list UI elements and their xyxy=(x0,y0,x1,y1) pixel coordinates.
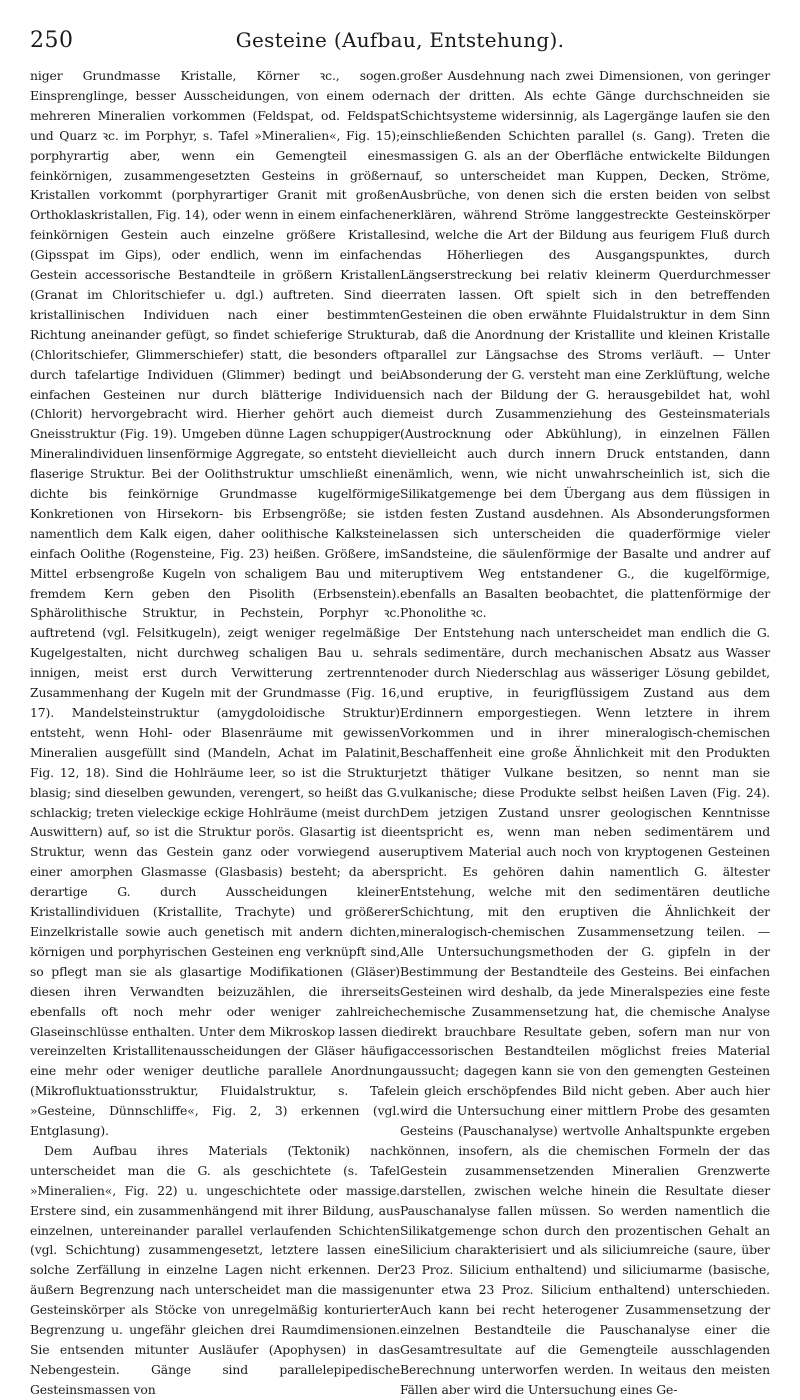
paragraph: niger Grundmasse Kristalle, Körner ꝛc., sogen. Einsprenglinge, besser Ausscheidungen, von einem oder mehreren Mineralien vorkommen (Feldspat, od. Feldspat und Quarz ꝛc. im Porphyr, s. Tafel »Mineralien«, Fig. 15); porphyrartig aber, wenn ein Gemengteil eines feinkörnigen, zusammengesetzten Gesteins in größern Kristallen vorkommt (porphyrartiger Granit mit großen Orthoklaskristallen, Fig. 14), oder wenn in einem einfachen feinkörnigen Gestein auch einzelne größere Kristalle (Gipsspat im Gips), oder endlich, wenn im einfachen Gestein accessorische Bestandteile in größern Kristallen (Granat im Chloritschiefer u. dgl.) auftreten. Sind die kristallinischen Individuen nach einer bestimmten Richtung aneinander gefügt, so findet schieferige Struktur (Chloritschiefer, Glimmerschiefer) statt, die besonders oft durch tafelartige Individuen (Glimmer) bedingt und bei einfachen Gesteinen nur durch blätterige Individuen (Chlorit) hervorgebracht wird. Hierher gehört auch die Gneisstruktur (Fig. 19). Umgeben dünne Lagen schuppiger Mineralindividuen linsenförmige Aggregate, so entsteht die flaserige Struktur. Bei der Oolithstruktur umschließt eine dichte bis feinkörnige Grundmasse kugelförmige Konkretionen von Hirsekorn- bis Erbsengröße; sie ist namentlich dem Kalk eigen, daher oolithische Kalksteine einfach Oolithe (Rogensteine, Fig. 23) heißen. Größere, im Mittel erbsengroße Kugeln von schaligem Bau und mit fremdem Kern geben den Pisolith (Erbsenstein). Sphärolithische Struktur, in Pechstein, Porphyr ꝛc. auftretend (vgl. Felsitkugeln), zeigt weniger regelmäßige Kugelgestalten, nicht durchweg schaligen Bau u. sehr innigen, meist erst durch Verwitterung zertrennten Zusammenhang der Kugeln mit der Grundmasse (Fig. 16, 17). Mandelsteinstruktur (amygdoloidische Struktur) entsteht, wenn Hohl- oder Blasenräume mit gewissen Mineralien ausgefüllt sind (Mandeln, Achat im Palatinit, Fig. 12, 18). Sind die Hohlräume leer, so ist die Struktur blasig; sind dieselben gewunden, verengert, so heißt das G. schlackig; treten vieleckige eckige Hohlräume (meist durch Auswittern) auf, so ist die Struktur porös. Glasartig ist die Struktur, wenn das Gestein ganz oder vorwiegend aus einer amorphen Glasmasse (Glasbasis) besteht; da aber derartige G. durch Ausscheidungen kleiner Kristallindividuen (Kristallite, Trachyte) und größerer Einzelkristalle sowie auch genetisch mit andern dichten, körnigen und porphyrischen Gesteinen eng verknüpft sind, so pflegt man sie als glasartige Modifikationen (Gläser) diesen ihren Verwandten beizuzählen, die ihrerseits ebenfalls oft noch mehr oder weniger zahlreiche Glaseinschlüsse enthalten. Unter dem Mikroskop lassen die vereinzelten Kristallitenausscheidungen der Gläser häufig eine mehr oder weniger deutliche parallele Anordnung (Mikrofluktuationsstruktur, Fluidalstruktur, s. Tafel »Gesteine, Dünnschliffe«, Fig. 2, 3) erkennen (vgl. Entglasung). xyxy=(30,68,400,1139)
right-column xyxy=(400,66,770,1397)
running-title: Gesteine (Aufbau, Entstehung). xyxy=(235,28,565,52)
paragraph: Der Entstehung nach unterscheidet man endlich die G. als sedimentäre, durch mechanischen Absatz aus Wasser oder durch Niederschlag aus wässeriger Lösung gebildet, und eruptive, in feurigflüssigem Zustand aus dem Erdinnern emporgestiegen. Wenn letztere in ihrem Vorkommen und in ihrer mineralogisch-chemischen Beschaffenheit eine große Ähnlichkeit mit den Produkten jetzt thätiger Vulkane besitzen, so nennt man sie vulkanische; diese Produkte selbst heißen Laven (Fig. 24). Dem jetzigen Zustand unsrer geologischen Kenntnisse entspricht es, wenn man neben sedimentärem und eruptivem Material auch noch von kryptogenen Gesteinen spricht. Es gehören dahin namentlich G. ältester Entstehung, welche mit den sedimentären deutliche Schichtung, mit den eruptiven die Ähnlichkeit der mineralogisch-chemischen Zusammensetzung teilen. — Alle Untersuchungsmethoden der G. gipfeln in der Bestimmung der Bestandteile des Gesteins. Bei einfachen Gesteinen wird deshalb, da jede Mineralspezies eine feste chemische Zusammensetzung hat, die chemische Analyse direkt brauchbare Resultate geben, sofern man nur von accessorischen Bestandteilen möglichst freies Material aussucht; dagegen kann sie von den gemengten Gesteinen ein gleich erschöpfendes Bild nicht geben. Aber auch hier wird die Untersuchung einer mittlern Probe des gesamten Gesteins (Pauschanalyse) wertvolle Anhaltspunkte ergeben können, insofern, als die chemischen Formeln der das Gestein zusammensetzenden Mineralien Grenzwerte darstellen, zwischen welche hinein die Resultate dieser Pauschanalyse fallen müssen. So werden namentlich die Silikatgemenge schon durch den prozentischen Gehalt an Silicium charakterisiert und als siliciumreiche (saure, über 23 Proz. Silicium enthaltend) und siliciumarme (basische, unter etwa 23 Proz. Silicium enthaltend) unterschieden. Auch kann bei recht heterogener Zusammensetzung der einzelnen Bestandteile die Pauschanalyse einer die Gesamtresultate auf die Gemengteile ausschlagenden Berechnung unterworfen werden. In weitaus den meisten Fällen aber wird die Untersuchung eines Ge- xyxy=(400,625,770,1397)
paragraph: großer Ausdehnung nach zwei Dimensionen, von geringer nach der dritten. Als echte Gänge durchschneiden sie Schichtsysteme widersinnig, als Lagergänge laufen sie den einschließenden Schichten parallel (s. Gang). Treten die massigen G. als an der Oberfläche entwickelte Bildungen auf, so unterscheidet man Kuppen, Decken, Ströme, Ausbrüche, von denen sich die ersten beiden von selbst erklären, während Ströme langgestreckte Gesteinskörper sind, welche die Art der Bildung aus feurigem Fluß durch das Höherliegen des Ausgangspunktes, durch Längserstreckung bei relativ kleinerm Querdurchmesser erraten lassen. Oft spielt sich in den betreffenden Gesteinen die oben erwähnte Fluidalstruktur in dem Sinn ab, daß die Anordnung der Kristallite und kleinen Kristalle parallel zur Längsachse des Stroms verläuft. — Unter Absonderung der G. versteht man eine Zerklüftung, welche sich nach der Bildung der G. herausgebildet hat, wohl meist durch Zusammenziehung des Gesteinsmaterials (Austrocknung oder Abkühlung), in einzelnen Fällen vielleicht auch durch innern Druck entstanden, dann nämlich, wenn, wie nicht unwahrscheinlich ist, sich die Silikatgemenge bei dem Übergang aus dem flüssigen in den festen Zustand ausdehnen. Als Absonderungsformen lassen sich unterscheiden die quaderförmige vieler Sandsteine, die säulenförmige der Basalte und andrer auf eruptivem Weg entstandener G., die kugelförmige, ebenfalls an Basalten beobachtet, die plattenförmige der Phonolithe ꝛc. xyxy=(400,68,770,621)
left-column xyxy=(30,66,400,1397)
page-header xyxy=(30,20,770,60)
paragraph: Dem Aufbau ihres Materials (Tektonik) nach unterscheidet man die G. als geschichtete (s. Tafel »Mineralien«, Fig. 22) u. ungeschichtete oder massige. Erstere sind, ein zusammenhängend mit ihrer Bildung, aus einzelnen, untereinander parallel verlaufenden Schichten (vgl. Schichtung) zusammengesetzt, letztere lassen eine solche Zerfällung in einzelne Lagen nicht erkennen. Der äußern Begrenzung nach unterscheidet man die massigen Gesteinskörper als Stöcke von unregelmäßig konturierter Begrenzung u. ungefähr gleichen drei Raumdimensionen. Sie entsenden mitunter Ausläufer (Apophysen) in das Nebengestein. Gänge sind parallelepipedische Gesteinsmassen von xyxy=(30,1142,400,1397)
page-number: 250 xyxy=(30,28,74,53)
